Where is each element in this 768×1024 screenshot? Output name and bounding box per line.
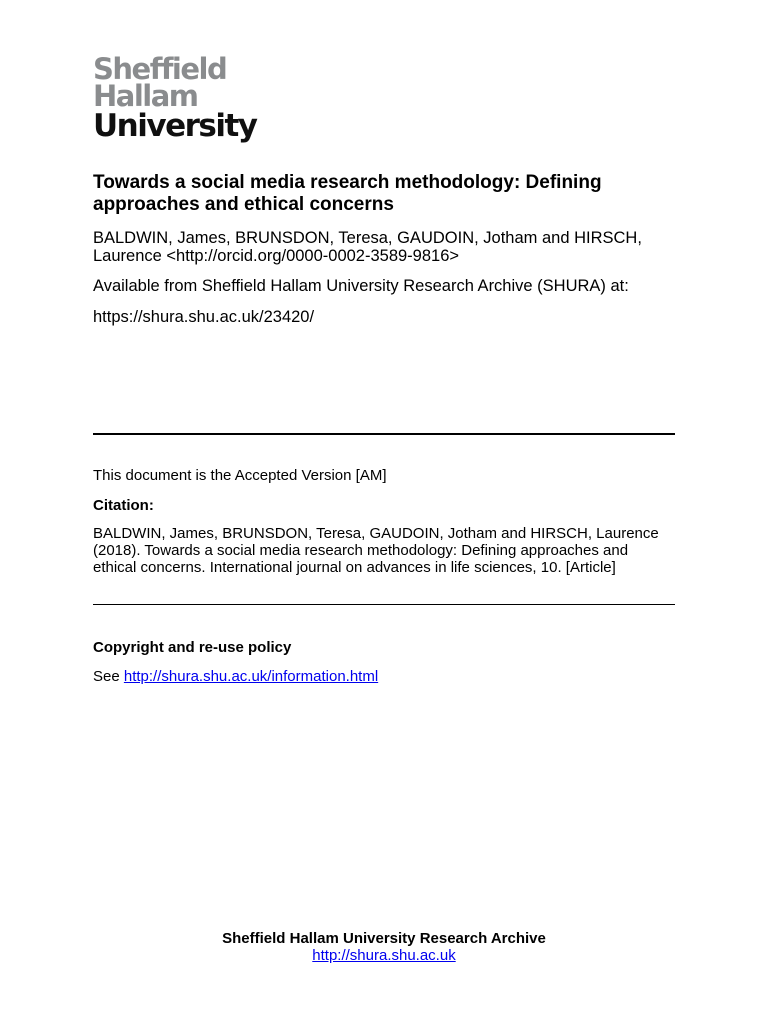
see-label: See <box>93 668 120 685</box>
availability-text: Available from Sheffield Hallam University Research Archive (SHURA) at: <box>93 277 629 295</box>
university-logo <box>93 52 268 144</box>
middle-divider <box>93 604 675 605</box>
document-title: Towards a social media research methodology: Defining approaches and ethical concerns <box>93 172 602 215</box>
policy-line <box>93 668 678 685</box>
citation-text: BALDWIN, James, BRUNSDON, Teresa, GAUDOIN, Jotham and HIRSCH, Laurence (2018). Towards a social media research methodology: Defining approaches and ethical concerns. International journal on advances in life sciences, 10. [Article] <box>93 525 659 576</box>
copyright-heading: Copyright and re-use policy <box>93 639 292 656</box>
citation-heading: Citation: <box>93 497 154 514</box>
logo-line-university: University <box>93 108 257 144</box>
footer-archive-link[interactable]: http://shura.shu.ac.uk <box>312 947 456 964</box>
authors-text: BALDWIN, James, BRUNSDON, Teresa, GAUDOIN, Jotham and HIRSCH, Laurence <http://orcid.org/0000-0002-3589-9816> <box>93 229 642 265</box>
shura-record-url[interactable]: https://shura.shu.ac.uk/23420/ <box>93 308 315 326</box>
logo-line-sheffield: Sheffield <box>93 52 227 86</box>
version-text: This document is the Accepted Version [AM] <box>93 467 387 484</box>
top-divider <box>93 433 675 435</box>
footer <box>0 930 768 964</box>
logo-line-hallam: Hallam <box>93 79 198 113</box>
footer-archive-name: Sheffield Hallam University Research Archive <box>222 930 546 947</box>
policy-link[interactable]: http://shura.shu.ac.uk/information.html <box>123 668 379 685</box>
